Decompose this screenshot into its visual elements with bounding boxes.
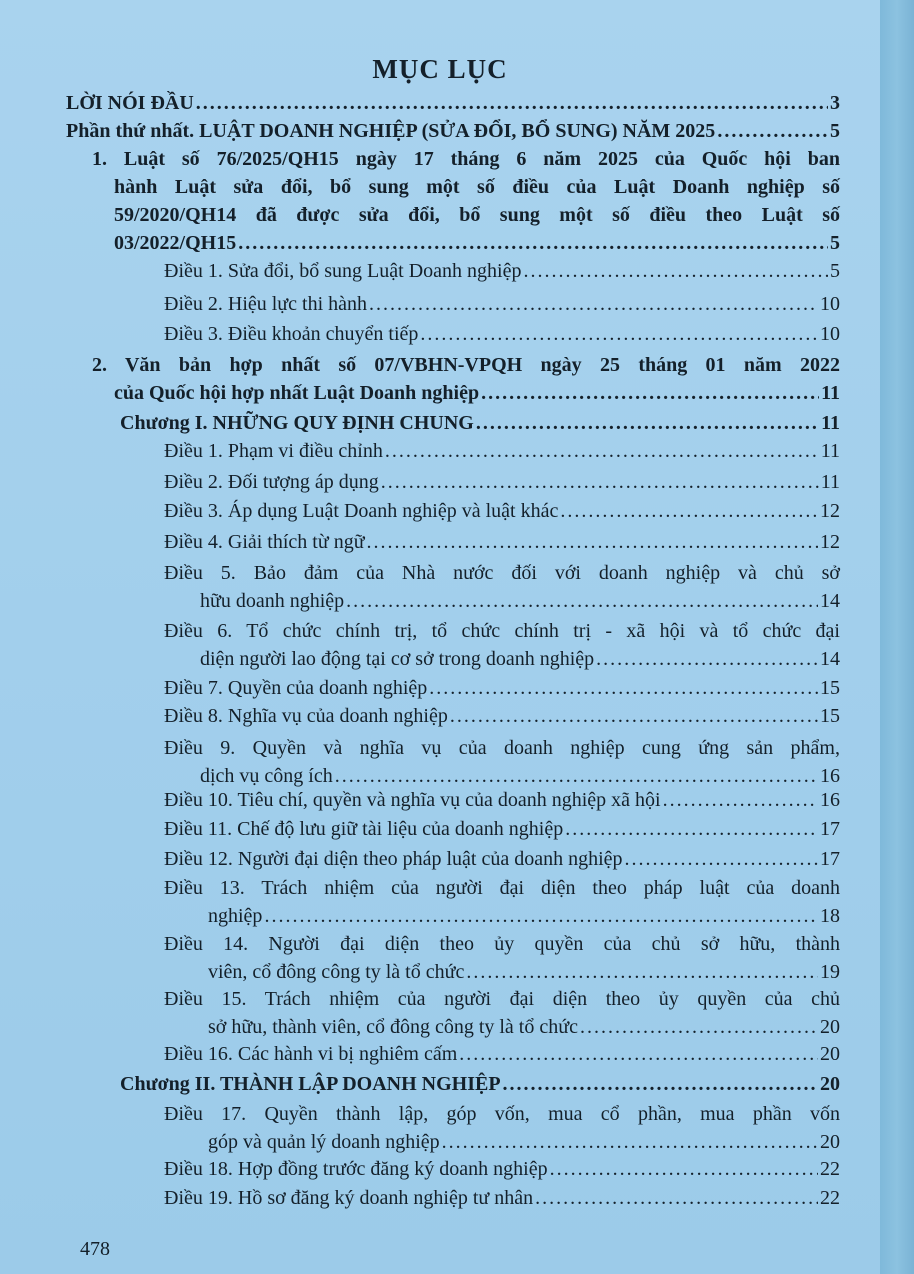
toc-entry-title: Điều 19. Hồ sơ đăng ký doanh nghiệp tư nhân (164, 1187, 534, 1209)
toc-entry-title: Điều 1. Sửa đổi, bổ sung Luật Doanh nghiệp (164, 260, 522, 282)
toc-page-number: 18 (820, 905, 840, 927)
toc-entry-chuong-2[interactable] (120, 1070, 840, 1098)
toc-entry-line: Điều 6. Tổ chức chính trị, tổ chức chính trị - xã hội và tổ chức đại (164, 620, 840, 642)
toc-entry-luat-76-2025[interactable] (92, 145, 840, 257)
toc-page-number: 17 (820, 848, 840, 870)
toc-entry-dieu-10[interactable] (164, 786, 840, 814)
toc-entry-title: Phần thứ nhất. LUẬT DOANH NGHIỆP (SỬA ĐỔI, BỔ SUNG) NĂM 2025 (66, 120, 716, 142)
toc-entry-title: Điều 7. Quyền của doanh nghiệp (164, 677, 428, 699)
toc-entry-dieu-19[interactable] (164, 1184, 840, 1212)
toc-entry-dieu-16[interactable] (164, 1040, 840, 1068)
dot-leader (369, 290, 818, 318)
toc-entry-title: Chương I. NHỮNG QUY ĐỊNH CHUNG (120, 412, 474, 434)
dot-leader (238, 229, 828, 257)
dot-leader (580, 1013, 818, 1041)
toc-entry-title: Điều 1. Phạm vi điều chỉnh (164, 440, 383, 462)
dot-leader (481, 379, 819, 407)
toc-page-number: 10 (820, 323, 840, 345)
toc-entry-title: LỜI NÓI ĐẦU (66, 92, 194, 114)
toc-entry-title: viên, cổ đông công ty là tổ chức (208, 961, 465, 983)
toc-entry-title: Điều 12. Người đại diện theo pháp luật của doanh nghiệp (164, 848, 623, 870)
toc-entry-title: diện người lao động tại cơ sở trong doanh nghiệp (200, 648, 595, 670)
dot-leader (420, 320, 818, 348)
toc-page-number: 20 (820, 1073, 840, 1095)
dot-leader (535, 1184, 818, 1212)
toc-page-number: 19 (820, 961, 840, 983)
toc-page-number: 11 (821, 382, 840, 404)
toc-entry-dieu-4-giai-thich[interactable] (164, 528, 840, 556)
dot-leader (381, 468, 819, 496)
dot-leader (523, 257, 828, 285)
toc-page-number: 3 (830, 92, 840, 114)
toc-page-number: 15 (820, 705, 840, 727)
toc-entry-title: 03/2022/QH15 (114, 232, 237, 254)
toc-entry-title: Điều 11. Chế độ lưu giữ tài liệu của doanh nghiệp (164, 818, 564, 840)
toc-entry-title: Điều 4. Giải thích từ ngữ (164, 531, 365, 553)
toc-entry-dieu-18[interactable] (164, 1155, 840, 1183)
toc-entry-line: 59/2020/QH14 đã được sửa đổi, bổ sung một số điều theo Luật số (114, 204, 840, 226)
toc-page-number: 20 (820, 1016, 840, 1038)
toc-entry-dieu-6[interactable] (164, 617, 840, 673)
toc-entry-line: Điều 14. Người đại diện theo ủy quyền của chủ sở hữu, thành (164, 933, 840, 955)
toc-entry-dieu-8[interactable] (164, 702, 840, 730)
toc-page-number: 5 (830, 120, 840, 142)
toc-page-number: 5 (830, 260, 840, 282)
toc-page-number: 22 (820, 1158, 840, 1180)
toc-entry-line: Điều 9. Quyền và nghĩa vụ của doanh nghiệp cung ứng sản phẩm, (164, 737, 840, 759)
toc-entry-chuong-1[interactable] (120, 409, 840, 437)
toc-entry-dieu-9[interactable] (164, 734, 840, 790)
book-spine (880, 0, 914, 1274)
toc-entry-title: Điều 18. Hợp đồng trước đăng ký doanh nghiệp (164, 1158, 548, 1180)
toc-entry-line: Điều 15. Trách nhiệm của người đại diện theo ủy quyền của chủ (164, 988, 840, 1010)
toc-entry-title: Điều 3. Điều khoản chuyển tiếp (164, 323, 419, 345)
toc-page-number: 17 (820, 818, 840, 840)
toc-entry-dieu-3-ap-dung[interactable] (164, 497, 840, 525)
toc-entry-title: của Quốc hội hợp nhất Luật Doanh nghiệp (114, 382, 480, 404)
toc-page-number: 10 (820, 293, 840, 315)
toc-entry-line: Điều 5. Bảo đảm của Nhà nước đối với doanh nghiệp và chủ sở (164, 562, 840, 584)
dot-leader (466, 958, 818, 986)
dot-leader (565, 815, 818, 843)
toc-entry-line: Điều 13. Trách nhiệm của người đại diện theo pháp luật của doanh (164, 877, 840, 899)
toc-entry-dieu-2-hieu-luc[interactable] (164, 290, 840, 318)
toc-entry-line: Điều 17. Quyền thành lập, góp vốn, mua cổ phần, mua phần vốn (164, 1103, 840, 1125)
toc-entry-title: Điều 10. Tiêu chí, quyền và nghĩa vụ của doanh nghiệp xã hội (164, 789, 661, 811)
toc-entry-title: góp và quản lý doanh nghiệp (208, 1131, 440, 1153)
dot-leader (459, 1040, 818, 1068)
toc-page-number: 5 (830, 232, 840, 254)
toc-entry-dieu-3-chuyen-tiep[interactable] (164, 320, 840, 348)
toc-entry-phan-thu-nhat[interactable] (66, 117, 840, 145)
toc-entry-title: Điều 3. Áp dụng Luật Doanh nghiệp và luật khác (164, 500, 559, 522)
dot-leader (663, 786, 818, 814)
toc-entry-title: Điều 2. Hiệu lực thi hành (164, 293, 368, 315)
toc-page-number: 20 (820, 1043, 840, 1065)
toc-entry-line: hành Luật sửa đổi, bổ sung một số điều của Luật Doanh nghiệp số (114, 176, 840, 198)
toc-page-number: 11 (820, 440, 840, 462)
toc-entry-dieu-14[interactable] (164, 930, 840, 986)
toc-page-number: 12 (820, 531, 840, 553)
toc-entry-dieu-2-doi-tuong[interactable] (164, 468, 840, 496)
toc-page-number: 12 (820, 500, 840, 522)
toc-entry-dieu-15[interactable] (164, 985, 840, 1041)
toc-page-number: 15 (820, 677, 840, 699)
dot-leader (550, 1155, 818, 1183)
toc-entry-loi-noi-dau[interactable] (66, 89, 840, 117)
dot-leader (560, 497, 818, 525)
toc-page-number: 11 (821, 412, 840, 434)
dot-leader (367, 528, 818, 556)
dot-leader (717, 117, 828, 145)
toc-page-number: 22 (820, 1187, 840, 1209)
toc-page-number: 16 (820, 789, 840, 811)
toc-entry-title: hữu doanh nghiệp (200, 590, 345, 612)
toc-entry-title: sở hữu, thành viên, cổ đông công ty là tổ chức (208, 1016, 578, 1038)
toc-entry-line: 1. Luật số 76/2025/QH15 ngày 17 tháng 6 năm 2025 của Quốc hội ban (92, 148, 840, 170)
dot-leader (625, 845, 818, 873)
toc-page-number: 14 (820, 648, 840, 670)
toc-entry-dieu-11[interactable] (164, 815, 840, 843)
dot-leader (196, 89, 828, 117)
toc-entry-dieu-1-pham-vi[interactable] (164, 437, 840, 465)
dot-leader (442, 1128, 818, 1156)
dot-leader (596, 645, 818, 673)
dot-leader (450, 702, 818, 730)
toc-entry-title: dịch vụ công ích (200, 765, 333, 787)
toc-page-number: 20 (820, 1131, 840, 1153)
toc-page-number: 16 (820, 765, 840, 787)
toc-entry-dieu-1-sua-doi[interactable] (164, 257, 840, 285)
dot-leader (476, 409, 819, 437)
dot-leader (385, 437, 819, 465)
page-number: 478 (80, 1238, 110, 1260)
toc-entry-dieu-13[interactable] (164, 874, 840, 930)
dot-leader (429, 674, 818, 702)
toc-entry-title: Điều 8. Nghĩa vụ của doanh nghiệp (164, 705, 448, 727)
toc-entry-line: 2. Văn bản hợp nhất số 07/VBHN-VPQH ngày 25 tháng 01 năm 2022 (92, 354, 840, 376)
toc-entry-title: Điều 2. Đối tượng áp dụng (164, 471, 379, 493)
toc-entry-dieu-12[interactable] (164, 845, 840, 873)
toc-entry-title: Điều 16. Các hành vi bị nghiêm cấm (164, 1043, 458, 1065)
toc-entry-vbhn-07[interactable] (92, 351, 840, 407)
toc-entry-dieu-5[interactable] (164, 559, 840, 615)
dot-leader (503, 1070, 818, 1098)
toc-entry-dieu-17[interactable] (164, 1100, 840, 1156)
toc-entry-title: nghiệp (208, 905, 263, 927)
page-title: MỤC LỤC (372, 54, 508, 84)
toc-entry-title: Chương II. THÀNH LẬP DOANH NGHIỆP (120, 1073, 501, 1095)
dot-leader (264, 902, 818, 930)
toc-page-number: 14 (820, 590, 840, 612)
toc-page-number: 11 (820, 471, 840, 493)
dot-leader (346, 587, 818, 615)
toc-entry-dieu-7[interactable] (164, 674, 840, 702)
